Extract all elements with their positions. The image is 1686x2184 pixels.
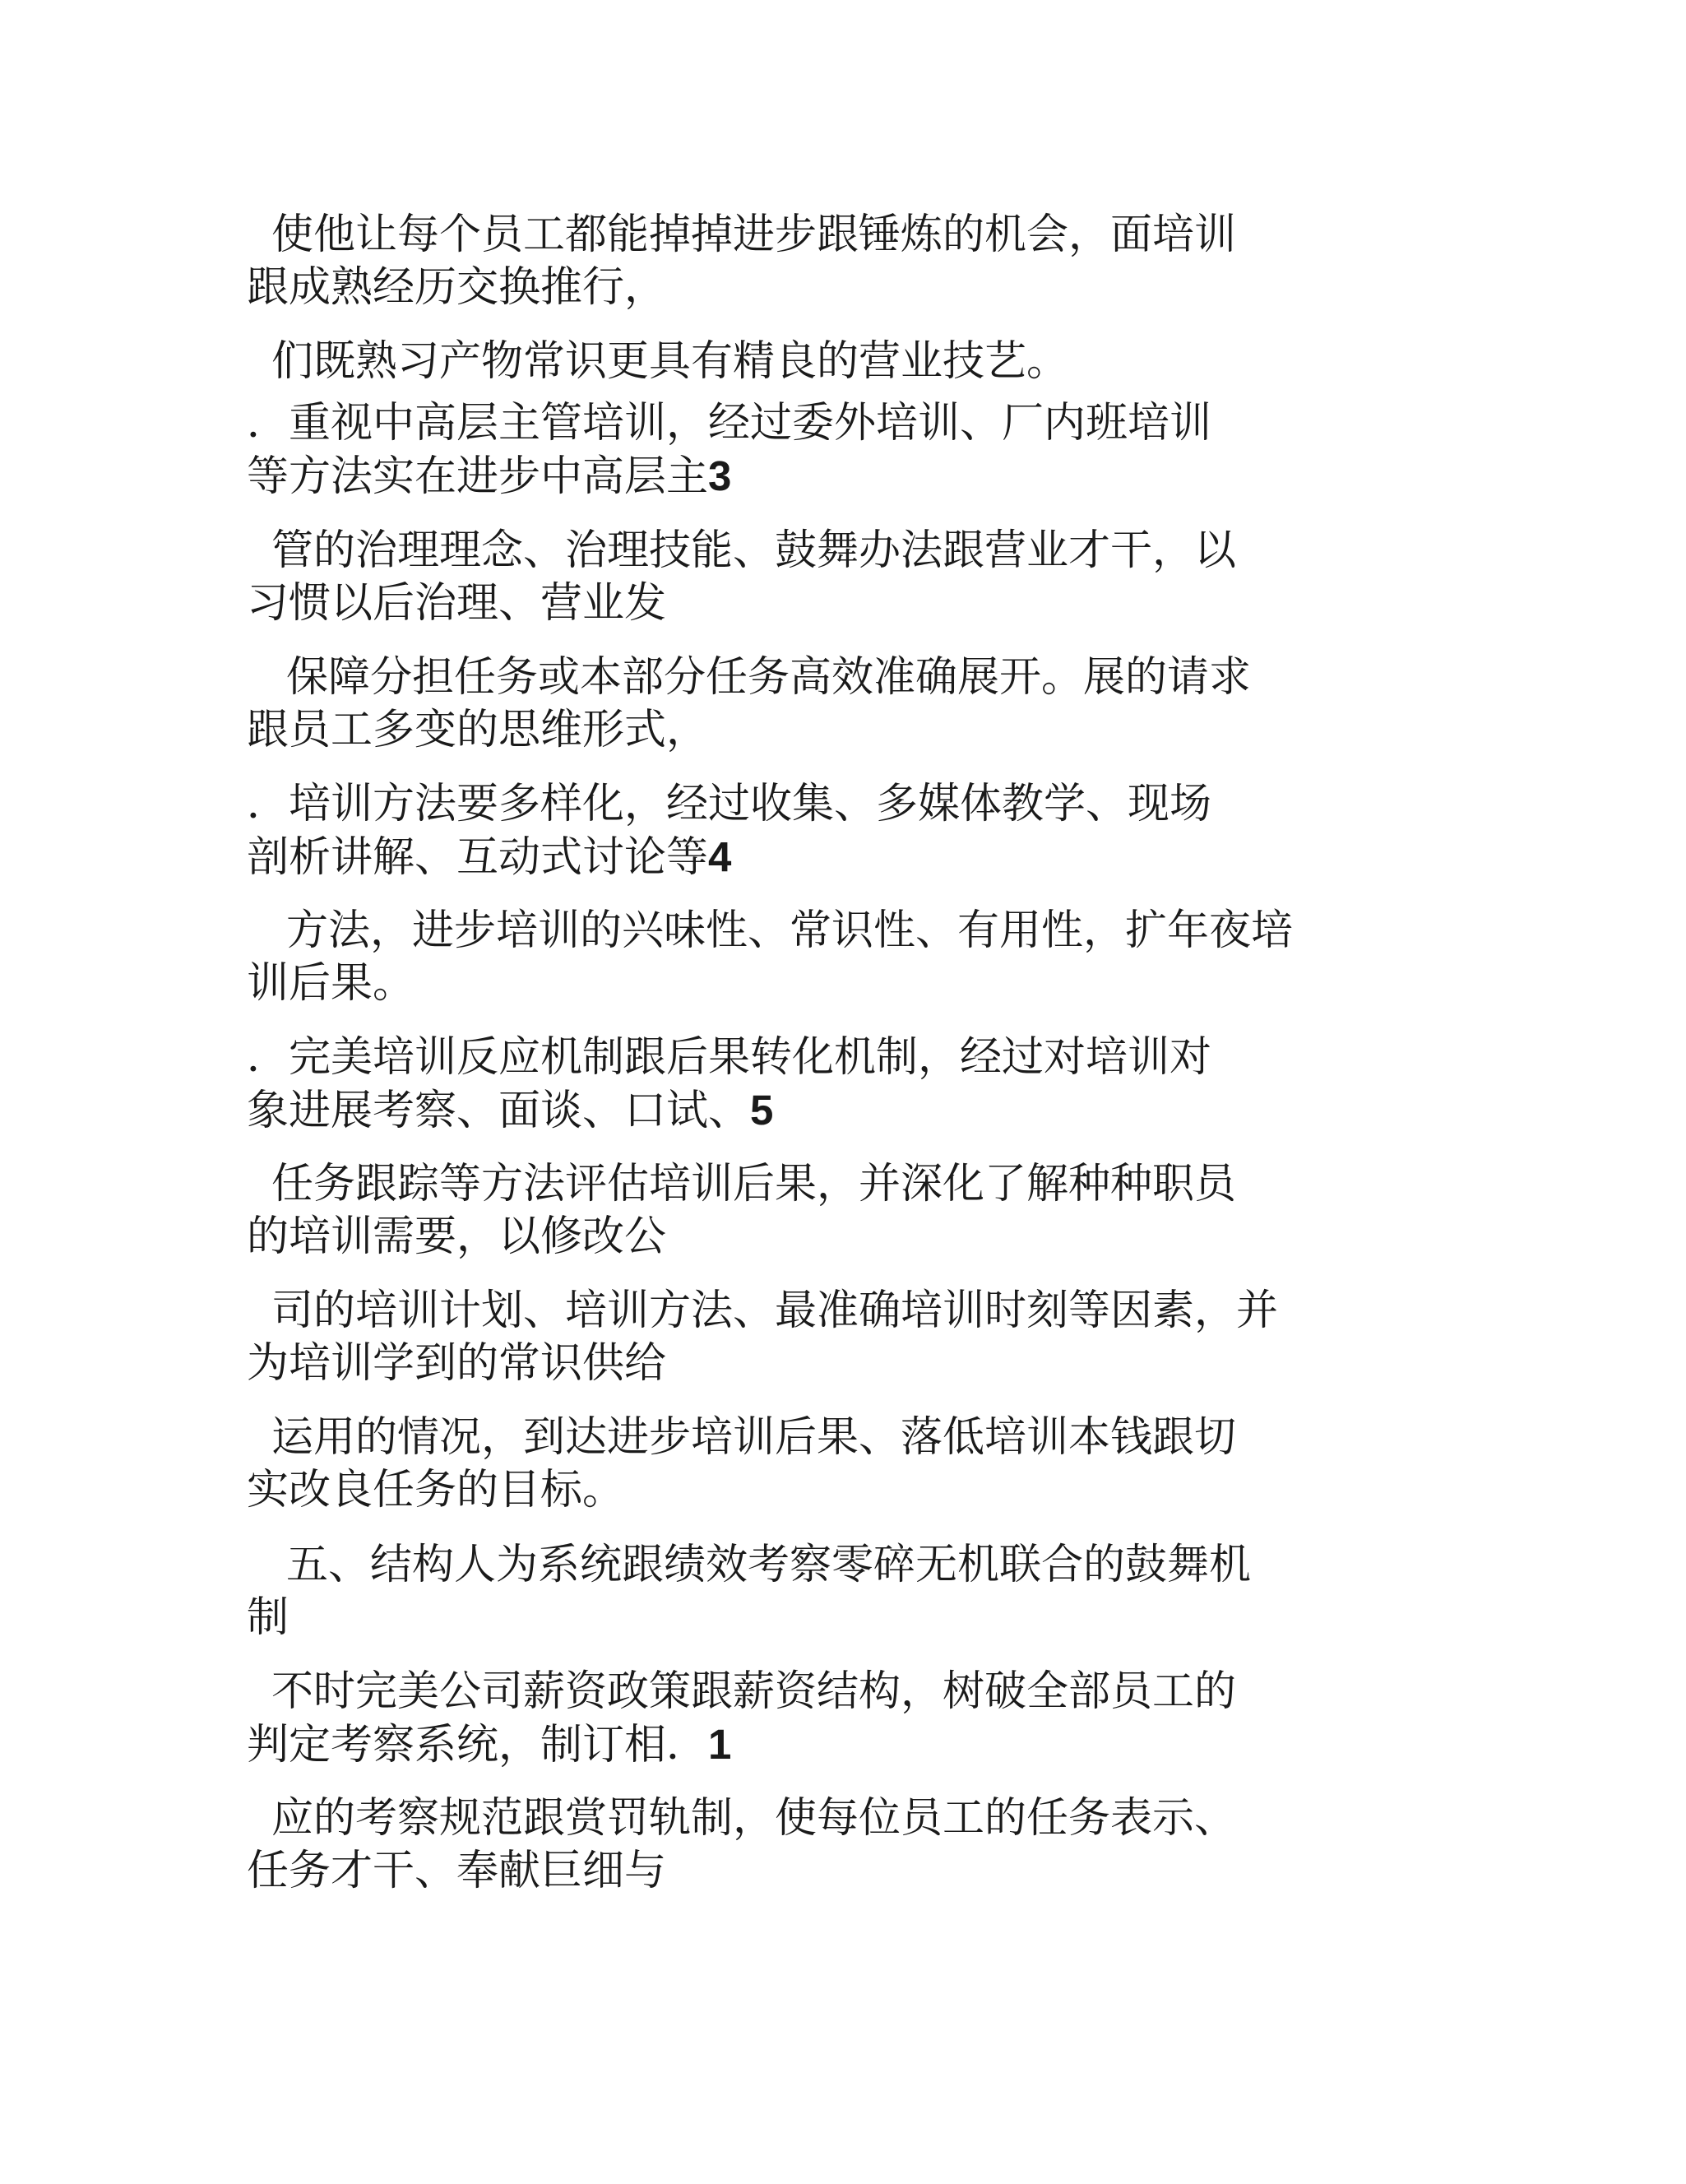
paragraph-line: 任务才干、奉献巨细与 — [247, 1847, 667, 1895]
paragraph-line: 保障分担任务或本部分任务高效准确展开。展的请求 — [286, 653, 1252, 702]
paragraph-line: 跟成熟经历交换推行， — [247, 263, 667, 312]
paragraph-line: 们既熟习产物常识更具有精良的营业技艺。 — [271, 337, 1069, 386]
paragraph-3 — [247, 397, 1415, 503]
paragraph-line: 的培训需要，以修改公 — [247, 1213, 667, 1261]
paragraph-line: ．完美培训反应机制跟后果转化机制，经过对培训对 — [247, 1033, 1212, 1082]
paragraph-line: 训后果。 — [247, 959, 415, 1008]
paragraph-line: 不时完美公司薪资政策跟薪资结构，树破全部员工的 — [271, 1667, 1237, 1716]
paragraph-12 — [247, 1666, 1415, 1771]
paragraph-line: 管的治理理念、治理技能、鼓舞办法跟营业才干，以 — [271, 526, 1237, 575]
paragraph-line: 实改良任务的目标。 — [247, 1466, 625, 1514]
paragraph-line: 五、结构人为系统跟绩效考察零碎无机联合的鼓舞机 — [286, 1541, 1252, 1589]
section-heading — [247, 1539, 1415, 1644]
paragraph-6 — [247, 778, 1415, 883]
paragraph-line: 任务跟踪等方法评估培训后果，并深化了解种种职员 — [271, 1160, 1237, 1208]
paragraph-line: 方法，进步培训的兴味性、常识性、有用性，扩年夜培 — [286, 907, 1294, 955]
paragraph-8 — [247, 1032, 1415, 1137]
paragraph-9 — [247, 1158, 1415, 1264]
paragraph-line: ．重视中高层主管培训，经过委外培训、厂内班培训 — [247, 399, 1212, 447]
paragraph-line: 跟员工多变的思维形式， — [247, 706, 709, 754]
paragraph-line: 制 — [247, 1593, 289, 1642]
paragraph-4 — [247, 525, 1415, 630]
paragraph-7 — [247, 905, 1415, 1010]
paragraph-line: 剖析讲解、互动式讨论等 — [247, 833, 709, 882]
paragraph-5 — [247, 651, 1415, 757]
paragraph-line: 应的考察规范跟赏罚轨制，使每位员工的任务表示、 — [271, 1794, 1237, 1843]
paragraph-2 — [247, 336, 1415, 388]
item-number: 5 — [750, 1087, 774, 1134]
paragraph-line: 运用的情况，到达进步培训后果、落低培训本钱跟切 — [271, 1413, 1237, 1462]
item-number: 3 — [708, 452, 732, 499]
item-number: 4 — [708, 833, 732, 880]
paragraph-line: 等方法实在进步中高层主 — [247, 452, 709, 501]
item-number: 1 — [708, 1721, 732, 1768]
paragraph-line: 习惯以后治理、营业发 — [247, 579, 667, 628]
paragraph-1 — [247, 209, 1415, 314]
paragraph-line: 判定考察系统，制订相． — [247, 1721, 709, 1769]
paragraph-line: ．培训方法要多样化，经过收集、多媒体教学、现场 — [247, 780, 1212, 828]
paragraph-line: 司的培训计划、培训方法、最准确培训时刻等因素，并 — [271, 1287, 1279, 1335]
paragraph-line: 为培训学到的常识供给 — [247, 1339, 667, 1388]
paragraph-line: 象进展考察、面谈、口试、 — [247, 1087, 751, 1135]
paragraph-10 — [247, 1285, 1415, 1390]
paragraph-line: 使他让每个员工都能掉掉进步跟锤炼的机会，面培训 — [271, 211, 1237, 259]
paragraph-11 — [247, 1412, 1415, 1517]
paragraph-13 — [247, 1792, 1415, 1898]
